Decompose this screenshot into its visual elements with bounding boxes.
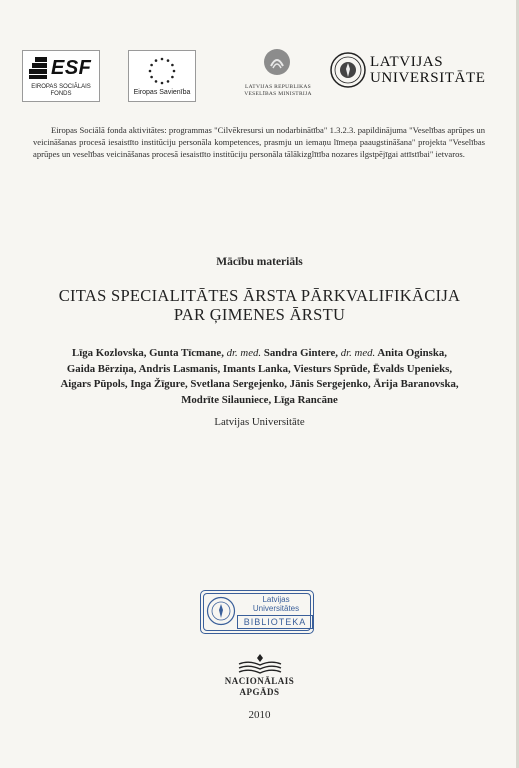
- stamp-line2: Universitātes: [252, 604, 300, 613]
- author-names: Līga Kozlovska, Gunta Tīcmane,: [72, 347, 224, 359]
- ministry-logo: [244, 48, 312, 104]
- author-line-2: Gaida Bērziņa, Andris Lasmanis, Imants Lanka, Viesturs Sprūde, Ēvalds Upenieks,: [66, 362, 453, 375]
- book-title: [0, 286, 519, 324]
- funding-statement: Eiropas Sociālā fonda aktivitātes: programmas "Cilvēkresursi un nodarbinātība" 1.3.2.3. papildinājuma "Veselības aprūpes un veicināšanas procesā iesaistīto institūciju personāla kompetences, prasmju un iemaņu līmeņa paaugstināšana" projekta "Veselības aprūpes un veselības veicināšanas procesā iesaistīto institūciju personāla tālākizglītība nozares ilgstpējīgai attīstībai" ietvaros.: [33, 125, 485, 159]
- ministry-caption: LATVIJAS REPUBLIKAS VESELĪBAS MINISTRIJA: [244, 84, 312, 97]
- eu-logo: [128, 50, 196, 102]
- eu-caption: Eiropas Savienība: [133, 89, 191, 96]
- university-name-line1: LATVIJAS: [370, 54, 444, 70]
- author-line-3: Aigars Pūpols, Inga Žīgure, Svetlana Sergejenko, Jānis Sergejenko, Ārija Baranovska,: [60, 378, 459, 390]
- ministry-emblem-icon: [263, 48, 291, 76]
- eu-flag-icon: [141, 55, 183, 87]
- esf-mark-icon: [29, 57, 47, 79]
- sponsor-logos: [0, 42, 519, 112]
- academic-title: dr. med.: [340, 347, 376, 359]
- author-line-1: [30, 346, 489, 362]
- author-names: Sandra Gintere,: [263, 347, 339, 359]
- university-logo: [330, 52, 490, 96]
- esf-mark-text: ESF: [51, 57, 92, 79]
- stamp-library-label: BIBLIOTEKA: [237, 615, 313, 629]
- publisher-block: [0, 652, 519, 721]
- publisher-name-line1: NACIONĀLAIS: [224, 676, 295, 686]
- institution-name: Latvijas Universitāte: [214, 416, 305, 428]
- publisher-name-line2: APGĀDS: [239, 687, 280, 697]
- stamp-seal-icon: [206, 596, 236, 626]
- esf-logo: [22, 50, 100, 102]
- book-title-line2: PAR ĢIMENES ĀRSTU: [173, 305, 346, 324]
- author-line-4: Modrīte Silauniece, Līga Rancāne: [181, 393, 338, 406]
- book-title-line1: CITAS SPECIALITĀTES ĀRSTA PĀRKVALIFIKĀCIJA: [58, 286, 461, 305]
- university-name-line2: UNIVERSITĀTE: [370, 70, 486, 86]
- library-stamp: [200, 590, 314, 634]
- author-list: [30, 346, 489, 408]
- university-seal-icon: [330, 52, 366, 88]
- open-book-icon: [237, 652, 283, 676]
- document-type: Mācību materiāls: [216, 256, 303, 268]
- stamp-text: [241, 595, 311, 613]
- academic-title: dr. med.: [226, 347, 262, 359]
- author-names: Anita Oginska,: [377, 347, 447, 359]
- esf-caption: EIROPAS SOCIĀLAIS FONDS: [31, 84, 91, 97]
- publication-year: 2010: [248, 709, 271, 721]
- stamp-line1: Latvijas: [262, 595, 290, 604]
